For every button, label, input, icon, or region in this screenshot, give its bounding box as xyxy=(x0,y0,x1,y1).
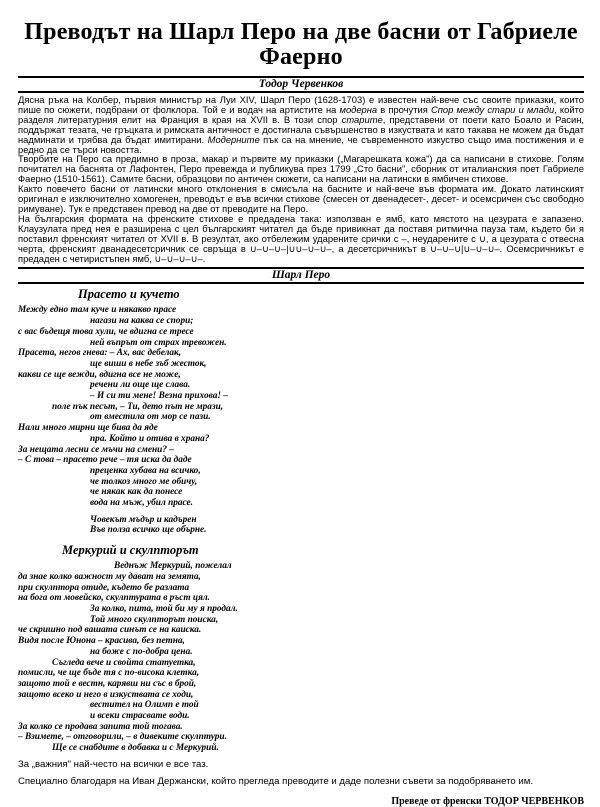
intro-text xyxy=(18,95,584,263)
acknowledgement: Специално благодаря на Иван Держански, който прегледа преводите и даде полезни съвети за подобряването им. xyxy=(18,776,534,788)
verse-line: преценка хубава на всичко, xyxy=(90,465,201,476)
verse-line: Видя после Юнона – красива, без петна, xyxy=(18,636,185,647)
fable-1-title: Прасето и кучето xyxy=(78,287,180,302)
verse-line: какви се ще вежди, вдигна все не може, xyxy=(18,369,181,380)
verse-line: За колко, пита, той би му я продал. xyxy=(90,603,238,614)
fable-1 xyxy=(18,286,584,302)
article-title: Преводът на Шарл Перо на две басни от Габриеле Фаерно xyxy=(24,19,578,70)
verse-line: с вас бъдещя това хули, че вдигна се тресе xyxy=(18,326,194,337)
verse-line: Веднъж Меркурий, пожелал xyxy=(114,561,232,572)
verse-line: че някак как да понесе xyxy=(90,487,183,498)
verse-line: от вместила от мор се пази. xyxy=(90,412,211,423)
verse-line: вестител на Олимп е той xyxy=(90,700,199,711)
verse-line: защото всеко и него в изкуствата се ходи, xyxy=(18,689,194,700)
verse-line: защото той е вестн, карявш ни със в брой, xyxy=(18,678,197,689)
verse-line: пра. Който и отива в храна? xyxy=(90,433,210,444)
intro-paragraph-1: Дясна ръка на Колбер, първия министър на Луи XIV, Шарл Перо (1628-1703) е известен най-вече със своите приказки, които пише по сюжети, подбрани от фолклора. Той е и водач на артистите на модерна в прочутия Спор между стари и млади, който разделя литературния елит на Франция в края на XVII в. В този спор старите, представени от поети като Боало и Расин, поддържат тезата, че гръцката и римската античност е достигнала съвършенство в изкуствата и като такава не можем да бъдат надминати и трябва да бъдат имитирани. Модерните пък са на мнение, че съвременното изкуство също има постижения и е редно да се търси новостта. xyxy=(18,94,584,155)
verse-line: че толкоз много ме обичу, xyxy=(90,476,198,487)
closing-line: За „важния" най-често на всички е все таз. xyxy=(18,758,209,770)
translator-credit: Преведе от френски ТОДОР ЧЕРВЕНКОВ xyxy=(391,796,584,807)
translator-bar: Шарл Перо xyxy=(18,267,584,284)
verse-line: че скришно под вашата синът се на каиска. xyxy=(18,625,202,636)
verse-moral-line: Във полза всичко ще обърне. xyxy=(90,525,207,536)
intro-paragraph-4: На българския формата на френските стихове е предадена така: използван е ямб, като мястото на цезурата е запазено. Клаузулата пред нея е разширена с цел българският читател да бъде привикнат да поставя ритмична пауза там, където би я поставил френският читател от XVII в. В резултат, ако отбележим ударените срички с –, неударените с ∪, а цезурата с отвесна черта, френският дванадесетсричник се свръща в ∪–∪–∪–|∪∪–∪–∪–, а десетсричникът в ∪–∪–∪|∪–∪–∪–. Осемсричникът е предаден с четиристъпен ямб, ∪–∪–∪–∪–. xyxy=(18,212,584,264)
verse-line: – И си ти мене! Везна прихова! – xyxy=(90,391,228,402)
fable-2-verse xyxy=(18,561,584,754)
intro-paragraph-3: Както повечето басни от латински много отклонения в смисъла на басните и най-вече във формата им. Докато латинският оригинал е изключително хомогенен, преводът е във всички стихове (смесен от двенадесет-, десет- и осемсричен със свободно римуване). Тук е представен превод на две от преводите на Перо. xyxy=(18,183,584,214)
verse-line: помисли, че ще бъде тя с по-висока клетка, xyxy=(18,668,200,679)
verse-moral-line: Човекът мъдър и кадърен xyxy=(90,514,197,525)
fable-2 xyxy=(18,542,584,558)
verse-line: Ще се снабдите в добавка и с Меркурий. xyxy=(52,743,219,754)
verse-line: да знае колко важност му дават на земята, xyxy=(18,571,201,582)
verse-line: ще виши в небе зъб жесток, xyxy=(90,358,207,369)
verse-line: при скулптора отиде, където бе разлата xyxy=(18,582,190,593)
verse-line: и всеки страсвате води. xyxy=(90,711,190,722)
verse-line: Между едно там куче и някакво прасе xyxy=(18,305,177,316)
verse-line: Прасета, негов гнева: – Ах, вас дебелак, xyxy=(18,348,182,359)
author-bar: Тодор Червенков xyxy=(18,76,584,93)
verse-line: речени ли още ще слава. xyxy=(90,380,191,391)
fable-2-title: Меркурий и скулпторът xyxy=(62,543,199,558)
verse-line: поле пък песът, – Ти, дето път не мрази, xyxy=(52,401,224,412)
verse-line: вода на мъж, убил прасе. xyxy=(90,498,193,509)
intro-paragraph-2: Творбите на Перо са предимно в проза, макар и първите му приказки („Магарешката кожа") да са написани в стихове. Голям почитател на баснята от Лафонтен, Перо превежда и публикува през 1799 „Сто басни", сборник от италианския поет Габриеле Фаерно (1510-1561). Самите басни, образцови по античен сюжети, са написани на латински в ямбичен стихове. xyxy=(18,153,584,185)
verse-line: на бога от мовейско, скулптурата в ръст цял. xyxy=(18,593,210,604)
verse-line: нагази на каква се спори; xyxy=(90,316,194,327)
verse-line: ней въпрът от страх тревожен. xyxy=(90,337,227,348)
verse-line: – С това – прасето рече – тя иска да даде xyxy=(18,455,192,466)
verse-line: За колко се продава запита той тогава. xyxy=(18,721,183,732)
verse-line: – Взимете, – отговорили, – в дивеките скулптури. xyxy=(18,732,227,743)
verse-line: Нали много мирни ще бива да яде xyxy=(18,423,158,434)
article xyxy=(18,20,584,807)
verse-line: на боже с по-добра цена. xyxy=(90,646,193,657)
fable-1-verse xyxy=(18,305,584,536)
verse-line: За нещата лесни се мъчи на смени? – xyxy=(18,444,174,455)
verse-line: Съгледа вече и свойта статуетка, xyxy=(52,657,196,668)
verse-line: Той много скулпторът поиска, xyxy=(90,614,219,625)
